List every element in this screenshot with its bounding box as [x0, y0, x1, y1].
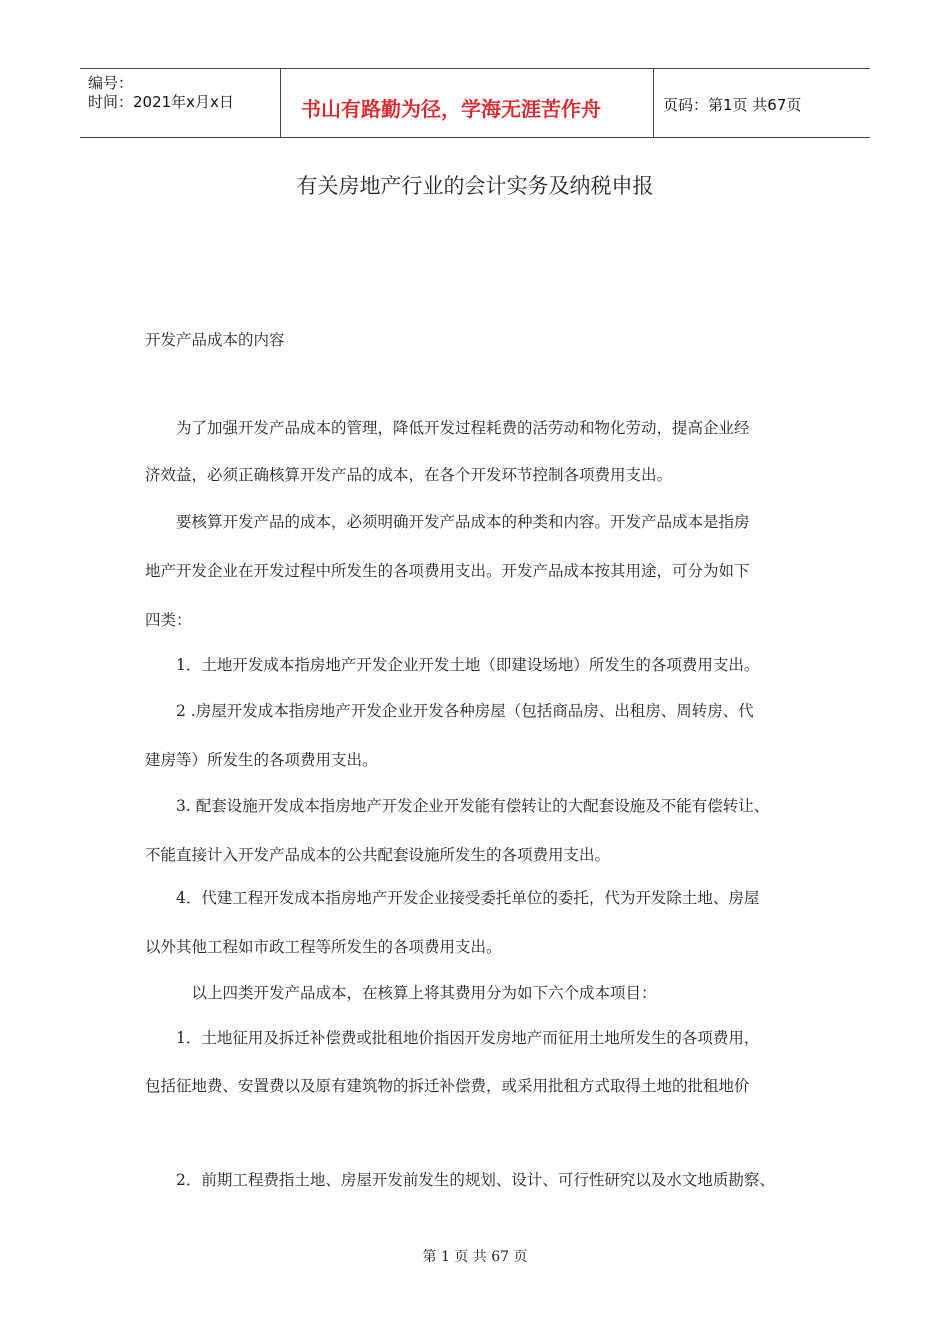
list-item-line: 2．前期工程费指土地、房屋开发前发生的规划、设计、可行性研究以及水文地质勘察、 — [145, 1171, 775, 1189]
paragraph-line: 济效益，必须正确核算开发产品的成本，在各个开发环节控制各项费用支出。 — [145, 466, 673, 484]
document-number-label: 编号： — [88, 74, 134, 92]
list-item-line: 3. 配套设施开发成本指房地产开发企业开发能有偿转让的大配套设施及不能有偿转让、 — [145, 797, 770, 815]
document-title: 有关房地产行业的会计实务及纳税申报 — [296, 174, 654, 198]
paragraph-line: 为了加强开发产品成本的管理，降低开发过程耗费的活劳动和物化劳动，提高企业经 — [145, 419, 750, 437]
list-item-line: 2 .房屋开发成本指房地产开发企业开发各种房屋（包括商品房、出租房、周转房、代 — [145, 702, 754, 720]
list-item-line: 4．代建工程开发成本指房地产开发企业接受委托单位的委托，代为开发除土地、房屋 — [145, 889, 760, 907]
page-footer: 第 1 页 共 67 页 — [422, 1249, 528, 1265]
list-item-line: 以外其他工程如市政工程等所发生的各项费用支出。 — [145, 938, 502, 956]
paragraph-line: 四类： — [145, 611, 192, 629]
paragraph-line: 地产开发企业在开发过程中所发生的各项费用支出。开发产品成本按其用途，可分为如下 — [145, 562, 750, 580]
paragraph-line: 要核算开发产品的成本，必须明确开发产品成本的种类和内容。开发产品成本是指房 — [145, 513, 750, 531]
paragraph-line: 以上四类开发产品成本，在核算上将其费用分为如下六个成本项目： — [145, 984, 657, 1002]
document-time-label: 时间：2021年x月x日 — [88, 93, 234, 111]
header-info-cell — [80, 69, 280, 137]
list-item-line: 包括征地费、安置费以及原有建筑物的拆迁补偿费，或采用批租方式取得土地的批租地价 — [145, 1077, 750, 1095]
header-motto: 书山有路勤为径，学海无涯苦作舟 — [301, 97, 601, 121]
header-page-cell — [653, 69, 870, 137]
list-item-line: 不能直接计入开发产品成本的公共配套设施所发生的各项费用支出。 — [145, 846, 611, 864]
list-item-line: 1．土地开发成本指房地产开发企业开发土地（即建设场地）所发生的各项费用支出。 — [145, 656, 760, 674]
list-item-line: 建房等）所发生的各项费用支出。 — [145, 751, 378, 769]
list-item-line: 1．土地征用及拆迁补偿费或批租地价指因开发房地产而征用土地所发生的各项费用， — [145, 1029, 760, 1047]
header-page-info: 页码：第1页 共67页 — [663, 96, 802, 114]
document-header — [80, 68, 870, 138]
header-motto-cell — [280, 69, 654, 137]
section-heading: 开发产品成本的内容 — [145, 331, 285, 349]
